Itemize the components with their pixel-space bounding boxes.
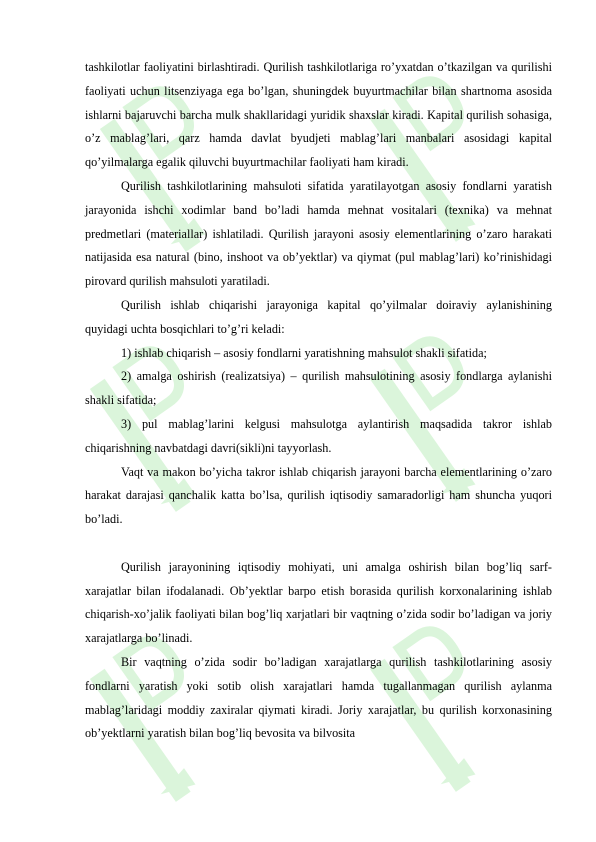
document-body bbox=[85, 56, 552, 746]
paragraph: Qurilish ishlab chiqarishi jarayoniga kapital qo’yilmalar doiraviy aylanishining quyidagi uchta bosqichlari to’g’ri keladi: bbox=[85, 297, 552, 336]
paragraph: Vaqt va makon bo’yicha takror ishlab chiqarish jarayoni barcha elementlarining o’zaro harakat darajasi qanchalik katta bo’lsa, qurilish iqtisodiy samaradorligi ham shuncha yuqori bo’ladi. bbox=[85, 464, 552, 527]
paragraph: tashkilotlar faoliyatini birlashtiradi. Qurilish tashkilotlariga ro’yxatdan o’tkazilgan va qurilishi faoliyati uchun litsenziyaga ega bo’lgan, shuningdek buyurtmachilar bilan shartnoma asosida ishlarni bajaruvchi barcha mulk shakllaridagi yuridik shaxslar kiradi. Kapital qurilish sohasiga, o’z mablag’lari, qarz hamda davlat byudjeti mablag’lari manbalari asosidagi kapital qo’yilmalarga egalik qiluvchi buyurtmachilar faoliyati ham kiradi. bbox=[85, 60, 552, 170]
paragraph: Qurilish tashkilotlarining mahsuloti sifatida yaratilayotgan asosiy fondlarni yaratish jarayonida ishchi xodimlar band bo’ladi hamda mehnat vositalari (texnika) va mehnat predmetlari (materiallar) ishlatiladi. Qurilish jarayoni asosiy elementlarining o’zaro harakati natijasida esa natural (bino, inshoot va ob’yektlar) va qiymat (pul mablag’lari) ko’rinishidagi pirovard qurilish mahsuloti yaratiladi. bbox=[85, 178, 552, 289]
list-item: 3) pul mablag’larini kelgusi mahsulotga aylantirish maqsadida takror ishlab chiqarishning navbatdagi davri(sikli)ni tayyorlash. bbox=[85, 416, 552, 455]
paragraph: Qurilish jarayonining iqtisodiy mohiyati, uni amalga oshirish bilan bog’liq sarf-xarajatlar bilan ifodalanadi. Ob’yektlar barpo etish borasida qurilish korxonalarining ishlab chiqarish-xo’jalik faoliyati bilan bog’liq xarjatlari bir vaqtning o’zida sodir bo’ladigan va joriy xarajatlarga bo’linadi. bbox=[85, 559, 552, 646]
list-item: 1) ishlab chiqarish – asosiy fondlarni yaratishning mahsulot shakli sifatida; bbox=[121, 345, 487, 360]
list-item: 2) amalga oshirish (realizatsiya) – qurilish mahsulotining asosiy fondlarga aylanishi shakli sifatida; bbox=[85, 369, 552, 408]
paragraph: Bir vaqtning o’zida sodir bo’ladigan xarajatlarga qurilish tashkilotlarining asosiy fondlarni yaratish yoki sotib olish xarajatlari hamda tugallanmagan qurilish aylanma mablag’laridagi moddiy zaxiralar qiymati kiradi. Joriy xarajatlar, bu qurilish korxonasining ob’yektlarni yaratish bilan bog’liq bevosita va bilvosita bbox=[85, 654, 552, 741]
